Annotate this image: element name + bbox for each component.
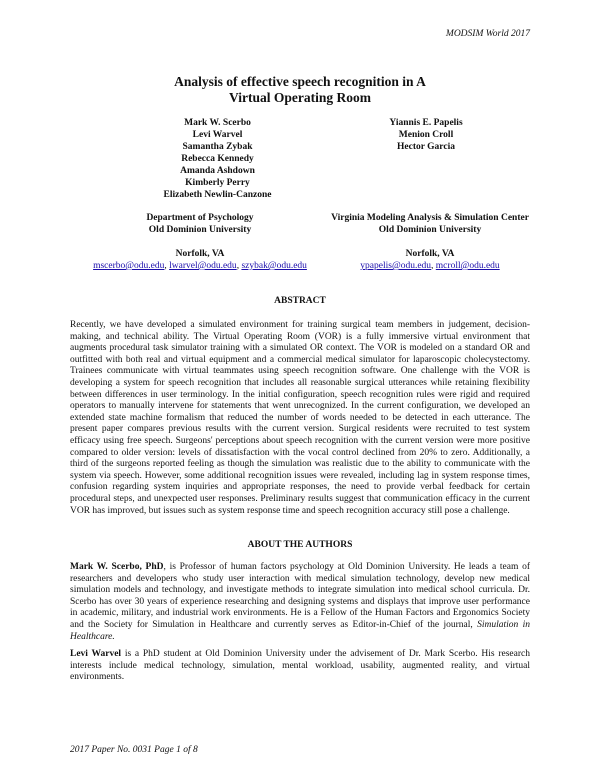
authors-right — [356, 117, 496, 153]
title-line-2: Virtual Operating Room — [229, 90, 371, 105]
about-authors-heading: ABOUT THE AUTHORS — [247, 540, 353, 550]
journal-name: Simulation in Healthcare. — [70, 619, 530, 642]
abstract-paragraph: Recently, we have developed a simulated environment for training surgical team members in judgement, decision-making, and technical ability. The Virtual Operating Room (VOR) is a fully immersive virtual environment that augments procedural task simulator training with a simulated OR context. The VOR is modeled on a standard OR and outfitted with both real and virtual equipment and a commercial medical simulator for laparoscopic cholecystectomy. Trainees communicate with virtual teammates using speech recognition software. One challenge with the VOR is developing a system for speech recognition that includes all reasonable surgical utterances while retaining flexibility between differences in user terminology. In the initial configuration, speech recognition rules were rigid and required operators to manually intervene for statements that went unrecognized. In the current configuration, we developed an extended state machine formalism that reduced the number of words needed to be detected in each utterance. The present paper compares previous results with the current version. Surgical residents were recruited to test system efficacy using free speech. Surgeons' perceptions about speech recognition with the current version were more positive compared to older version: levels of dissatisfaction with the vocal control declined from 20% to zero. Additionally, a third of the surgeons reported feeling as though the simulation was realistic due to the ability to communicate with the system via speech. However, some additional recognition issues were revealed, including lag in system response times, confusion regarding system inquiries and appropriate responses, the need to provide verbal feedback for certain procedural steps, and unexpected user responses. Preliminary results suggest that communication efficacy in the current VOR has improved, but issues such as system response time and speech recognition accuracy still pose a challenge. — [70, 320, 530, 516]
author-name: Amanda Ashdown — [180, 166, 255, 176]
author-name: Mark W. Scerbo — [184, 118, 251, 128]
author-name: Menion Croll — [398, 130, 454, 140]
title-line-1: Analysis of effective speech recognition in A — [174, 74, 426, 89]
affiliation-city: Norfolk, VA — [405, 249, 455, 259]
affiliation-right — [320, 212, 540, 272]
page-footer: 2017 Paper No. 0031 Page 1 of 8 — [70, 745, 198, 755]
bio-text: is a PhD student at Old Dominion University under the advisement of Dr. Mark Scerbo. His research interests include medical technology, simulation, mental workload, usability, augmented reality, and virtual environments. — [70, 649, 530, 683]
paper-title — [0, 74, 600, 106]
author-name: Rebecca Kennedy — [181, 154, 254, 164]
running-head: MODSIM World 2017 — [445, 29, 530, 39]
email-link[interactable]: mscerbo@odu.edu — [93, 261, 165, 271]
email-link[interactable]: lwarvel@odu.edu — [169, 261, 237, 271]
abstract-heading: ABSTRACT — [274, 296, 326, 306]
bio-warvel — [70, 649, 530, 684]
affiliation-emails: ypapelis@odu.edu, mcroll@odu.edu — [360, 261, 500, 271]
email-link[interactable]: ypapelis@odu.edu — [360, 261, 432, 271]
bio-name: Levi Warvel — [70, 649, 122, 659]
email-link[interactable]: szybak@odu.edu — [241, 261, 307, 271]
author-name: Elizabeth Newlin-Canzone — [163, 190, 272, 200]
author-name: Levi Warvel — [192, 130, 243, 140]
author-name: Hector Garcia — [397, 142, 455, 152]
affiliation-left — [70, 212, 330, 272]
affiliation-emails: mscerbo@odu.edu, lwarvel@odu.edu, szybak@odu.edu — [93, 261, 307, 271]
affiliation-org: Old Dominion University — [378, 225, 482, 235]
affiliation-dept: Department of Psychology — [146, 213, 254, 223]
affiliation-org: Old Dominion University — [148, 225, 252, 235]
author-name: Samantha Zybak — [182, 142, 253, 152]
authors-left — [130, 117, 305, 201]
author-name: Kimberly Perry — [185, 178, 250, 188]
affiliation-dept: Virginia Modeling Analysis & Simulation Center — [331, 213, 529, 223]
bio-text: , is Professor of human factors psychology at Old Dominion University. He leads a team of researchers and developers who study user interaction with medical simulation technology, develop new medical simulation models and technology, and investigate methods to integrate simulation into medical school curricula. Dr. Scerbo has over 30 years of experience researching and designing systems and displays that improve user performance in academic, military, and industrial work environments. He is a Fellow of the Human Factors and Ergonomics Society and the Society for Simulation in Healthcare and currently serves as Editor-in-Chief of the journal, — [70, 562, 530, 630]
author-name: Yiannis E. Papelis — [389, 118, 463, 128]
affiliation-city: Norfolk, VA — [175, 249, 225, 259]
bio-scerbo — [70, 562, 530, 643]
bio-name: Mark W. Scerbo, PhD — [70, 562, 164, 572]
email-link[interactable]: mcroll@odu.edu — [435, 261, 500, 271]
